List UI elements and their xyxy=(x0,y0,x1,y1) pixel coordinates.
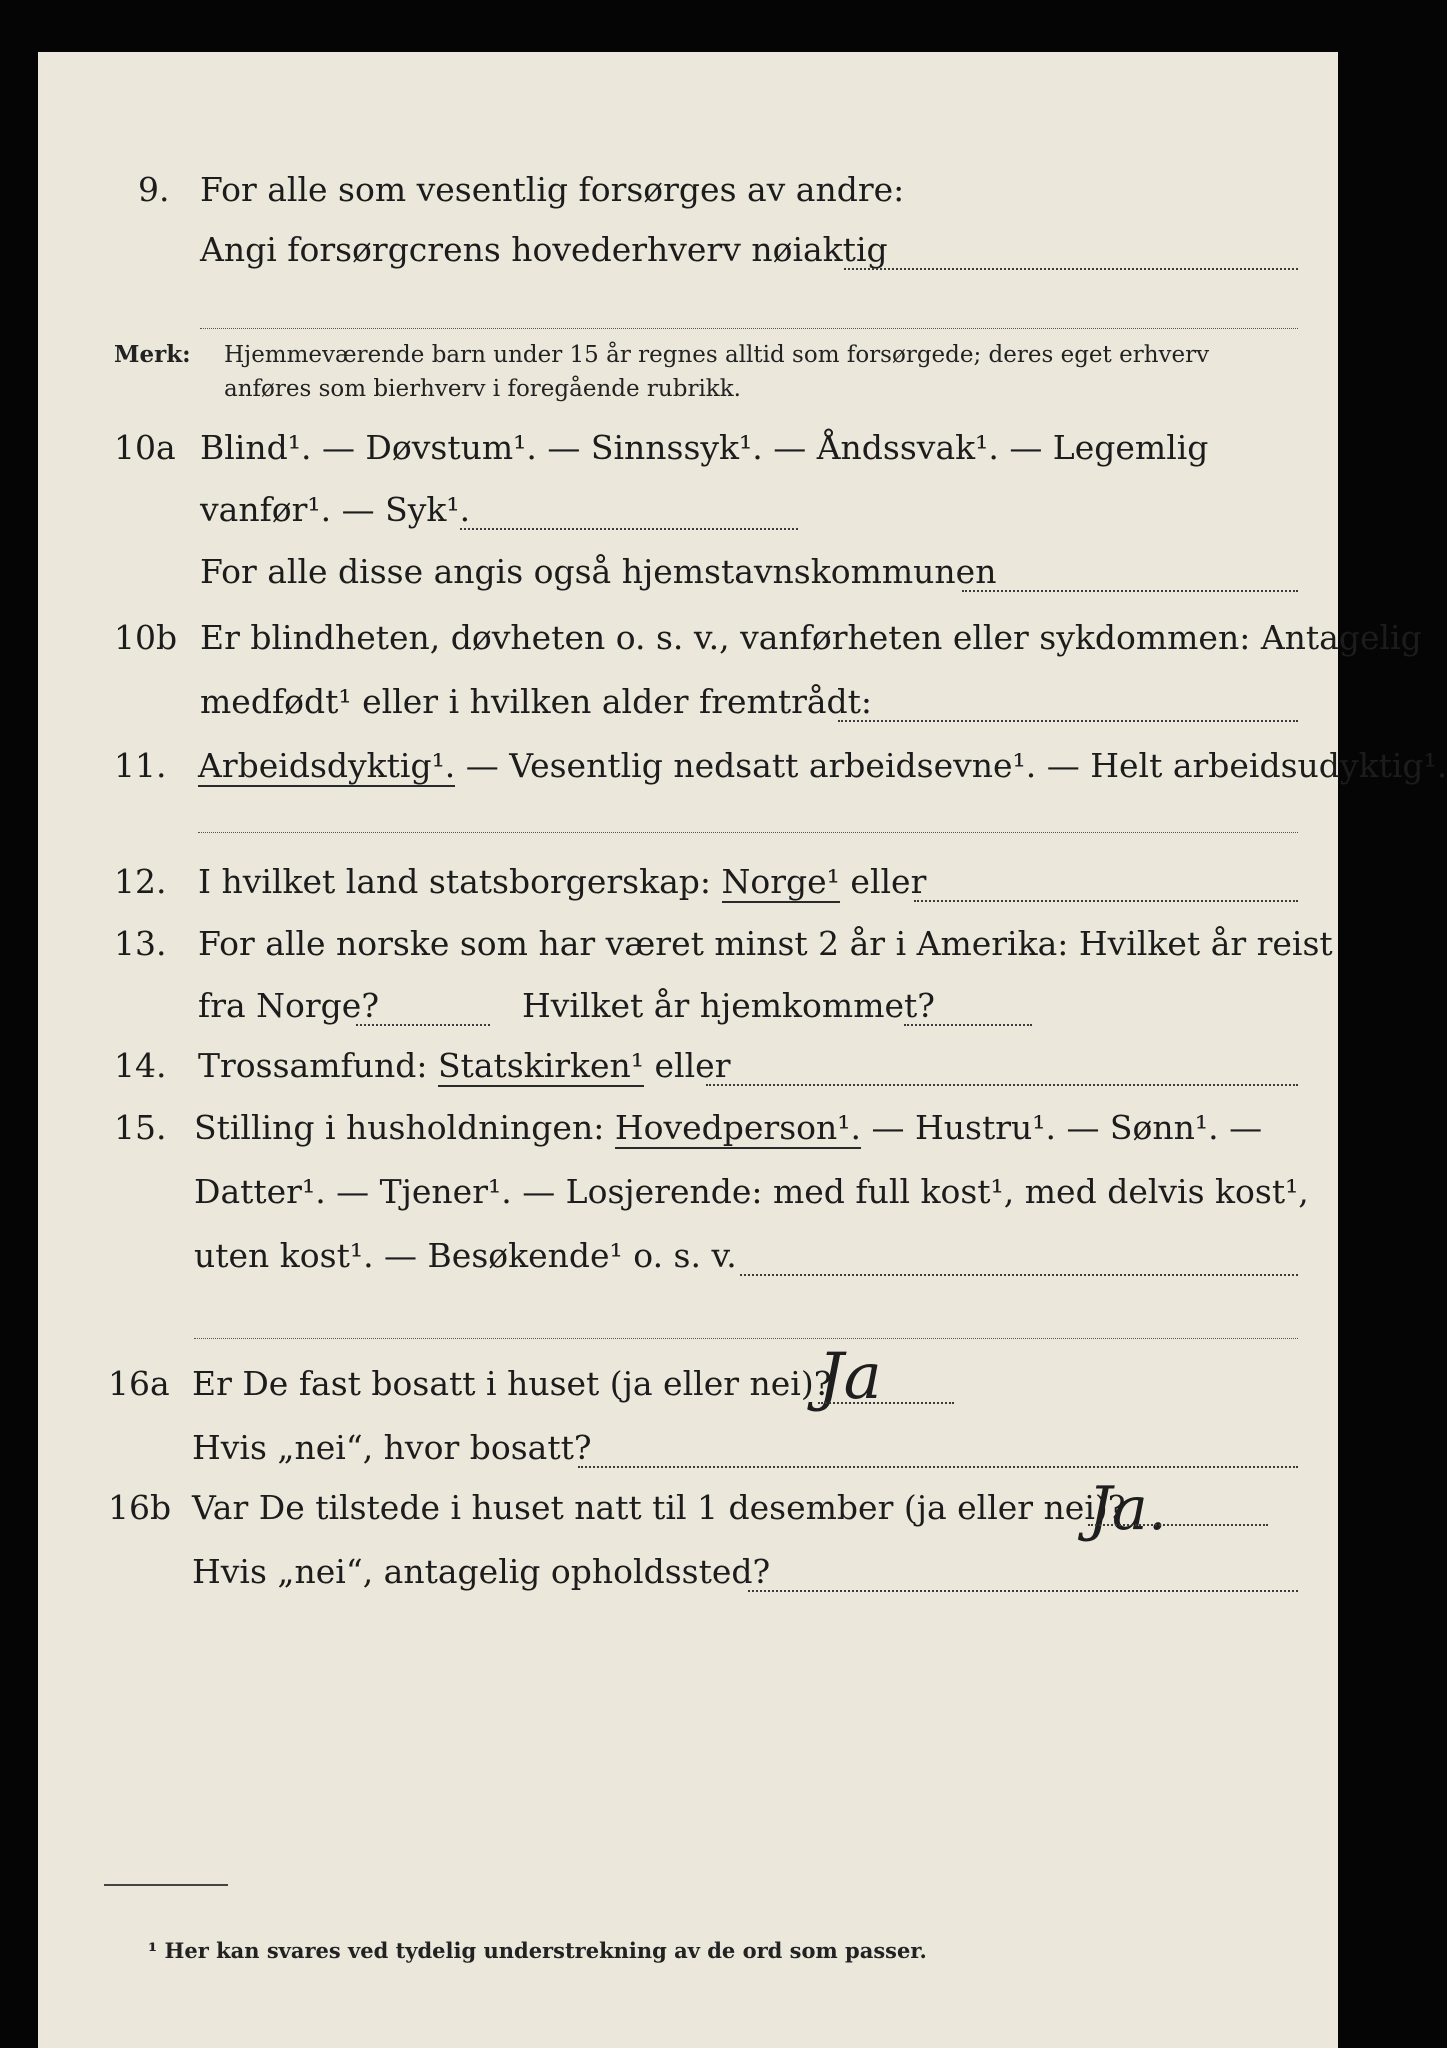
q14-number: 14. xyxy=(114,1046,167,1085)
q16b-answer-line[interactable] xyxy=(1088,1524,1268,1526)
q10b-line2: medfødt¹ eller i hvilken alder fremtrådt: xyxy=(200,682,873,721)
q12-text xyxy=(198,862,926,902)
footnote-mark: ¹ xyxy=(148,1938,158,1963)
q10b-answer-line[interactable] xyxy=(838,720,1298,722)
q12-answer-line[interactable] xyxy=(914,900,1298,902)
q9-line2: Angi forsørgcrens hovederhverv nøiaktig xyxy=(200,230,888,269)
q14-answer-line[interactable] xyxy=(706,1084,1298,1086)
q15-rest1: — Hustru¹. — Sønn¹. — xyxy=(871,1108,1263,1147)
q15-extra-line[interactable] xyxy=(194,1338,1298,1339)
q16a-number: 16a xyxy=(108,1364,170,1403)
q13-line1: For alle norske som har været minst 2 år i Amerika: Hvilket år reist xyxy=(198,924,1333,963)
q9-answer-line[interactable] xyxy=(844,268,1298,270)
q16a-line2: Hvis „nei“, hvor bosatt? xyxy=(192,1428,592,1467)
q15-number: 15. xyxy=(114,1108,167,1147)
q16b-handwritten-answer: Ja. xyxy=(1088,1474,1167,1544)
footnote xyxy=(148,1936,927,1966)
footnote-separator xyxy=(104,1884,228,1886)
q16a-answer-line[interactable] xyxy=(818,1402,954,1404)
q10b-line1: Er blindheten, døvheten o. s. v., vanførheten eller sykdommen: Antagelig xyxy=(200,618,1422,657)
q14-pre: Trossamfund: xyxy=(198,1046,428,1085)
q10a-sick-line[interactable] xyxy=(460,528,798,530)
merk-label: Merk: xyxy=(114,341,191,368)
q16a-residence-line[interactable] xyxy=(578,1466,1298,1468)
q12-pre: I hvilket land statsborgerskap: xyxy=(198,862,712,901)
q14-text xyxy=(198,1046,730,1086)
merk-line1: Hjemmeværende barn under 15 år regnes alltid som forsørgede; deres eget erhverv xyxy=(224,342,1210,368)
q10b-number: 10b xyxy=(114,618,178,657)
q10a-line2: vanfør¹. — Syk¹. xyxy=(200,490,471,529)
q15-pre: Stilling i husholdningen: xyxy=(194,1108,605,1147)
q14-opt[interactable]: Statskirken¹ xyxy=(437,1046,645,1085)
q10a-line1: Blind¹. — Døvstum¹. — Sinnssyk¹. — Åndssvak¹. — Legemlig xyxy=(200,428,1209,467)
q16b-line1: Var De tilstede i huset natt til 1 desember (ja eller nei)? xyxy=(192,1488,1126,1527)
q15-answer-line[interactable] xyxy=(740,1274,1298,1276)
q12-post: eller xyxy=(850,862,927,901)
q12-opt[interactable]: Norge¹ xyxy=(721,862,840,901)
q15-line2: Datter¹. — Tjener¹. — Losjerende: med full kost¹, med delvis kost¹, xyxy=(194,1172,1309,1211)
q16a-line1: Er De fast bosatt i huset (ja eller nei)? xyxy=(192,1364,832,1403)
q10a-home-municipality-line[interactable] xyxy=(962,590,1298,592)
q13-departure-line[interactable] xyxy=(356,1024,490,1026)
q11-extra-line[interactable] xyxy=(198,832,1298,833)
q11-option-selected[interactable] xyxy=(198,746,1447,786)
q9-extra-line[interactable] xyxy=(200,328,1298,329)
q15-line3: uten kost¹. — Besøkende¹ o. s. v. xyxy=(194,1236,737,1275)
q13-return-line[interactable] xyxy=(904,1024,1032,1026)
q9-number: 9. xyxy=(138,170,170,209)
footnote-text: Her kan svares ved tydelig understrekning av de ord som passer. xyxy=(164,1938,927,1963)
q14-post: eller xyxy=(654,1046,731,1085)
q15-line1 xyxy=(194,1108,1262,1148)
q16b-number: 16b xyxy=(108,1488,172,1527)
q13-part2: Hvilket år hjemkommet? xyxy=(522,986,935,1025)
q11-opt1[interactable]: Arbeidsdyktig¹. xyxy=(198,746,456,785)
q10a-number: 10a xyxy=(114,428,176,467)
census-form-page xyxy=(38,52,1447,2048)
merk-line2: anføres som bierhverv i foregående rubrikk. xyxy=(224,376,741,402)
q12-number: 12. xyxy=(114,862,167,901)
q10a-line3: For alle disse angis også hjemstavnskommunen xyxy=(200,552,997,591)
q9-line1: For alle som vesentlig forsørges av andre: xyxy=(200,170,905,209)
q16b-whereabouts-line[interactable] xyxy=(748,1590,1298,1592)
q11-rest: — Vesentlig nedsatt arbeidsevne¹. — Helt arbeidsudyktig¹. xyxy=(465,746,1447,785)
q16b-line2: Hvis „nei“, antagelig opholdssted? xyxy=(192,1552,771,1591)
q16a-handwritten-answer: Ja xyxy=(818,1340,882,1414)
q15-opt[interactable]: Hovedperson¹. xyxy=(614,1108,861,1147)
q13-part1: fra Norge? xyxy=(198,986,380,1025)
q11-number: 11. xyxy=(114,746,167,785)
q13-number: 13. xyxy=(114,924,167,963)
